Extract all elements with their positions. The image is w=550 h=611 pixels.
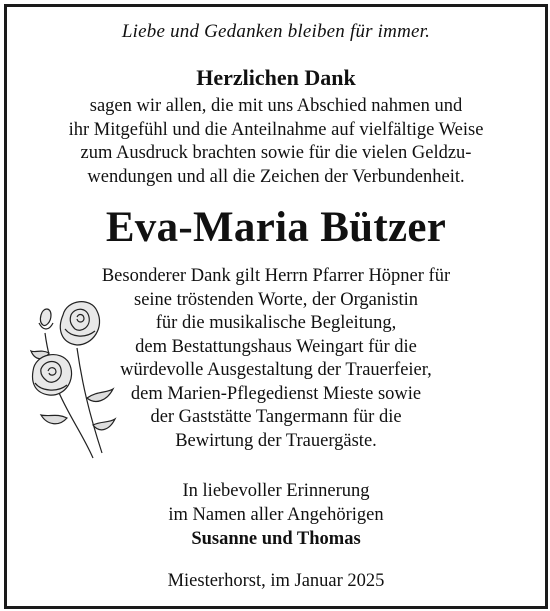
special-thanks-line: dem Marien-Pflegedienst Mieste sowie bbox=[130, 383, 422, 404]
thanks-line: wendungen und all die Zeichen der Verbundenheit. bbox=[87, 166, 465, 187]
thanks-line: zum Ausdruck brachten sowie für die vielen Geldzu- bbox=[80, 143, 472, 163]
roses-icon bbox=[27, 293, 119, 463]
motto: Liebe und Gedanken bleiben für immer. bbox=[121, 21, 431, 42]
thanks-line: ihr Mitgefühl und die Anteilnahme auf vielfältige Weise bbox=[68, 119, 484, 140]
special-thanks-line: Besonderer Dank gilt Herrn Pfarrer Höpner für bbox=[101, 266, 451, 286]
deceased-name: Eva-Maria Bützer bbox=[105, 204, 447, 251]
special-thanks-line: würdevolle Ausgestaltung der Trauerfeier, bbox=[120, 360, 432, 380]
special-thanks-line: der Gaststätte Tangermann für die bbox=[150, 407, 402, 427]
closing-block bbox=[7, 479, 545, 551]
thanks-line: sagen wir allen, die mit uns Abschied nahmen und bbox=[89, 96, 463, 116]
closing-line: im Namen aller Angehörigen bbox=[168, 505, 384, 525]
signers: Susanne und Thomas bbox=[191, 529, 361, 549]
closing-line: In liebevoller Erinnerung bbox=[182, 481, 370, 501]
thanks-heading: Herzlichen Dank bbox=[196, 65, 356, 90]
special-thanks-line: seine tröstenden Worte, der Organistin bbox=[134, 289, 418, 310]
thanks-text bbox=[7, 95, 545, 189]
special-thanks-line: Bewirtung der Trauergäste. bbox=[175, 430, 377, 451]
special-thanks-line: für die musikalische Begleitung, bbox=[155, 313, 397, 333]
obituary-notice bbox=[4, 4, 548, 609]
place-date: Miesterhorst, im Januar 2025 bbox=[167, 571, 385, 591]
special-thanks-line: dem Bestattungshaus Weingart für die bbox=[135, 336, 417, 357]
